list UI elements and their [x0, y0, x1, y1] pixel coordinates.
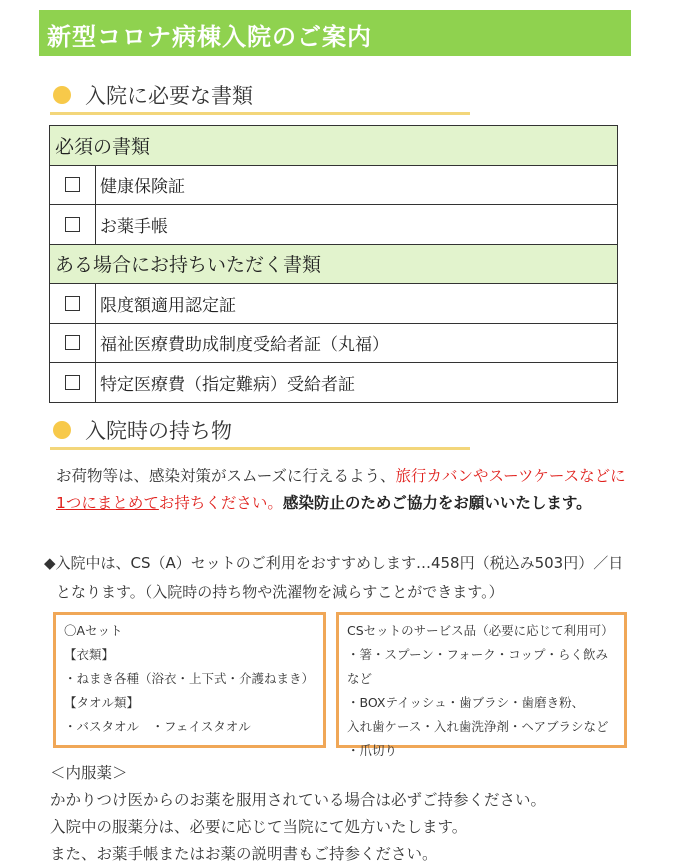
document-item: 福祉医療費助成制度受給者証（丸福）: [96, 323, 618, 363]
medicine-section: [50, 760, 640, 867]
box-line: 〇Aセット: [64, 623, 123, 638]
bullet-dot-icon: [53, 421, 71, 439]
checkbox[interactable]: [65, 177, 80, 192]
box-line: CSセットのサービス品（必要に応じて利用可）: [347, 623, 614, 638]
belongings-notice: [56, 463, 626, 517]
optional-docs-header: ある場合にお持ちいただく書類: [50, 244, 618, 284]
box-line: 【衣類】: [64, 647, 115, 662]
cs-line-2: となります。（入院時の持ち物や洗濯物を減らすことができます。）: [56, 583, 504, 601]
table-row: [50, 165, 618, 205]
notice-bold-text: 感染防止のためご協力をお願いいたします。: [282, 494, 592, 512]
notice-highlight-underlined: 1つにまとめて: [56, 494, 159, 512]
table-row: [50, 205, 618, 245]
cs-set-recommendation: [44, 549, 634, 607]
medicine-line: かかりつけ医からのお薬を服用されている場合は必ずご持参ください。: [50, 791, 547, 809]
medicine-heading: ＜内服薬＞: [50, 764, 128, 782]
a-set-box: [53, 612, 326, 748]
document-item: お薬手帳: [96, 205, 618, 245]
medicine-line: 入院中の服薬分は、必要に応じて当院にて処方いたします。: [50, 818, 468, 836]
box-line: ・箸・スプーン・フォーク・コップ・らく飲みなど: [347, 647, 609, 686]
document-item: 限度額適用認定証: [96, 284, 618, 324]
table-row: [50, 323, 618, 363]
bullet-dot-icon: [53, 86, 71, 104]
box-line: 【タオル類】: [64, 695, 140, 710]
required-docs-header: 必須の書類: [50, 126, 618, 166]
box-line: ・BOXテイッシュ・歯ブラシ・歯磨き粉、: [347, 695, 585, 710]
documents-table: [49, 125, 618, 403]
notice-highlight: 旅行カバンやスーツケースなどに: [395, 467, 626, 485]
box-line: ・ねまき各種（浴衣・上下式・介護ねまき）: [64, 671, 315, 686]
notice-highlight: お持ちください。: [158, 494, 283, 512]
cs-line-1: ◆入院中は、CS（A）セットのご利用をおすすめします…458円（税込み503円）／日: [44, 554, 624, 572]
table-row: [50, 284, 618, 324]
table-row: [50, 363, 618, 403]
checkbox[interactable]: [65, 296, 80, 311]
cs-service-box: [336, 612, 627, 758]
checkbox[interactable]: [65, 375, 80, 390]
document-item: 特定医療費（指定難病）受給者証: [96, 363, 618, 403]
section-heading-label: 入院に必要な書類: [85, 83, 253, 108]
checkbox[interactable]: [65, 335, 80, 350]
box-line: 入れ歯ケース・入れ歯洗浄剤・ヘアブラシなど: [347, 719, 609, 734]
section-heading-documents: [50, 77, 470, 115]
box-line: ・爪切り: [347, 743, 398, 758]
section-heading-belongings: [50, 412, 470, 450]
section-heading-label: 入院時の持ち物: [85, 418, 232, 443]
notice-text: お荷物等は、感染対策がスムーズに行えるよう、: [56, 467, 396, 485]
medicine-line: また、お薬手帳またはお薬の説明書もご持参ください。: [50, 845, 438, 863]
checkbox[interactable]: [65, 217, 80, 232]
page-title: 新型コロナ病棟入院のご案内: [39, 10, 631, 56]
document-item: 健康保険証: [96, 165, 618, 205]
box-line: ・バスタオル ・フェイスタオル: [64, 719, 251, 734]
